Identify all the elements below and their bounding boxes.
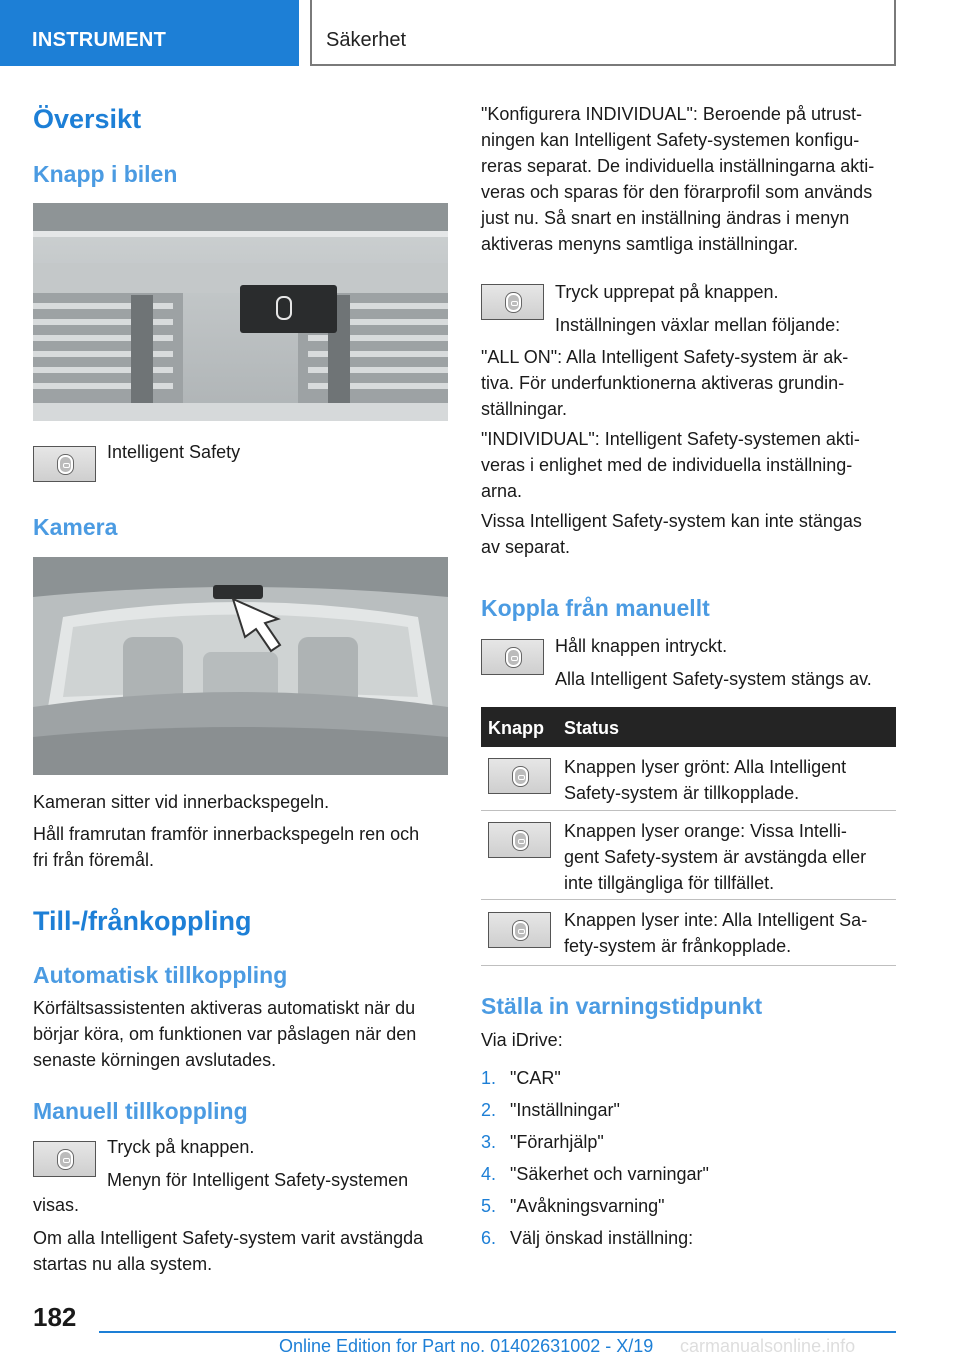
- manual-press-text: Tryck på knappen.: [107, 1137, 255, 1157]
- dashboard-button-photo: [33, 203, 448, 421]
- manual-all-systems-text: Om alla Intelligent Safety-system varit avstängda startas nu alla system.: [33, 1228, 424, 1274]
- step-number-5: 5.: [481, 1196, 497, 1216]
- step-number-4: 4.: [481, 1164, 497, 1184]
- automatic-activation-text: Körfältsassistenten aktiveras automatiskt när du börjar köra, om funktionen var påslagen när den senaste körningen avslutades.: [33, 998, 417, 1070]
- table-col-status: Status: [564, 718, 620, 738]
- green-button-icon: [488, 758, 551, 794]
- table-col-button: Knapp: [488, 718, 544, 738]
- table-row: [481, 811, 896, 900]
- all-systems-off-text: Alla Intelligent Safety-system stängs av.: [555, 669, 872, 689]
- repeat-press-text: Tryck upprepat på knappen.: [555, 282, 779, 302]
- heading-warning-time: Ställa in varningstidpunkt: [481, 993, 763, 1019]
- header-topic-box: [310, 0, 896, 66]
- orange-button-icon: [488, 822, 551, 858]
- heading-manual-activation: Manuell tillkoppling: [33, 1098, 248, 1124]
- some-systems-text: Vissa Intelligent Safety-system kan inte stängas av separat.: [481, 511, 862, 557]
- step-text-5: "Avåkningsvarning": [510, 1196, 665, 1216]
- camera-location-text: Kameran sitter vid innerbackspegeln.: [33, 792, 330, 812]
- step-number-6: 6.: [481, 1228, 497, 1248]
- individual-text: "INDIVIDUAL": Intelligent Safety-systemen akti- veras i enlighet med de individuella inställning- arna.: [481, 429, 860, 501]
- via-idrive-text: Via iDrive:: [481, 1030, 563, 1050]
- page-number: 182: [33, 1302, 77, 1332]
- heading-manual-deactivation: Koppla från manuellt: [481, 595, 710, 621]
- setting-toggle-text: Inställningen växlar mellan följande:: [555, 315, 841, 335]
- header-section-label: INSTRUMENT: [32, 29, 167, 51]
- manual-deactivation-button-icon: [481, 639, 544, 675]
- status-table-header: [481, 707, 896, 747]
- step-number-1: 1.: [481, 1068, 497, 1088]
- heading-toggle: Till-/frånkoppling: [33, 906, 252, 936]
- step-number-3: 3.: [481, 1132, 497, 1152]
- all-on-text: "ALL ON": Alla Intelligent Safety-system är ak- tiva. För underfunktionerna aktiveras grundin- ställningar.: [481, 347, 849, 419]
- hold-button-text: Håll knappen intryckt.: [555, 636, 728, 656]
- status-unlit-text: Knappen lyser inte: Alla Intelligent Sa- fety-system är frånkopplade.: [564, 910, 868, 956]
- manual-menu-text: Menyn för Intelligent Safety-systemen: [107, 1170, 409, 1190]
- intelligent-safety-button-icon: [33, 446, 96, 482]
- table-row: [481, 747, 896, 811]
- step-number-2: 2.: [481, 1100, 497, 1120]
- heading-automatic-activation: Automatisk tillkoppling: [33, 962, 288, 988]
- unlit-button-icon: [488, 912, 551, 948]
- heading-camera: Kamera: [33, 514, 118, 540]
- table-row: [481, 900, 896, 966]
- heading-overview: Översikt: [33, 104, 142, 134]
- header-section-tab: [0, 0, 299, 66]
- camera-clean-text: Håll framrutan framför innerbackspegeln ren och fri från föremål.: [33, 824, 420, 870]
- footer-edition: Online Edition for Part no. 01402631002 - X/19: [279, 1336, 654, 1356]
- button-caption: Intelligent Safety: [107, 442, 241, 462]
- step-text-1: "CAR": [510, 1068, 561, 1088]
- status-green-text: Knappen lyser grönt: Alla Intelligent Safety-system är tillkopplade.: [564, 757, 847, 803]
- step-text-6: Välj önskad inställning:: [510, 1228, 694, 1248]
- camera-location-photo: [33, 557, 448, 775]
- manual-activation-button-icon: [33, 1141, 96, 1177]
- footer-divider: [99, 1331, 896, 1333]
- step-text-4: "Säkerhet och varningar": [510, 1164, 709, 1184]
- manual-menu-text-cont: visas.: [33, 1195, 80, 1215]
- status-orange-text: Knappen lyser orange: Vissa Intelli- gent Safety-system är avstängda eller inte tillgängliga för tillfället.: [564, 821, 867, 893]
- watermark: carmanualsonline.info: [680, 1336, 856, 1356]
- configure-individual-text: "Konfigurera INDIVIDUAL": Beroende på utrust- ningen kan Intelligent Safety-systemen konfigu- reras separat. De individuella inställningarna akti- veras och sparas för den förarprofil som används just nu. Så snart en inställning ändras i menyn aktiveras menyns samtliga inställningar.: [481, 104, 875, 254]
- step-text-3: "Förarhjälp": [510, 1132, 604, 1152]
- step-text-2: "Inställningar": [510, 1100, 620, 1120]
- repeat-press-button-icon: [481, 284, 544, 320]
- header-topic-label: Säkerhet: [326, 29, 407, 51]
- heading-button-in-car: Knapp i bilen: [33, 161, 178, 187]
